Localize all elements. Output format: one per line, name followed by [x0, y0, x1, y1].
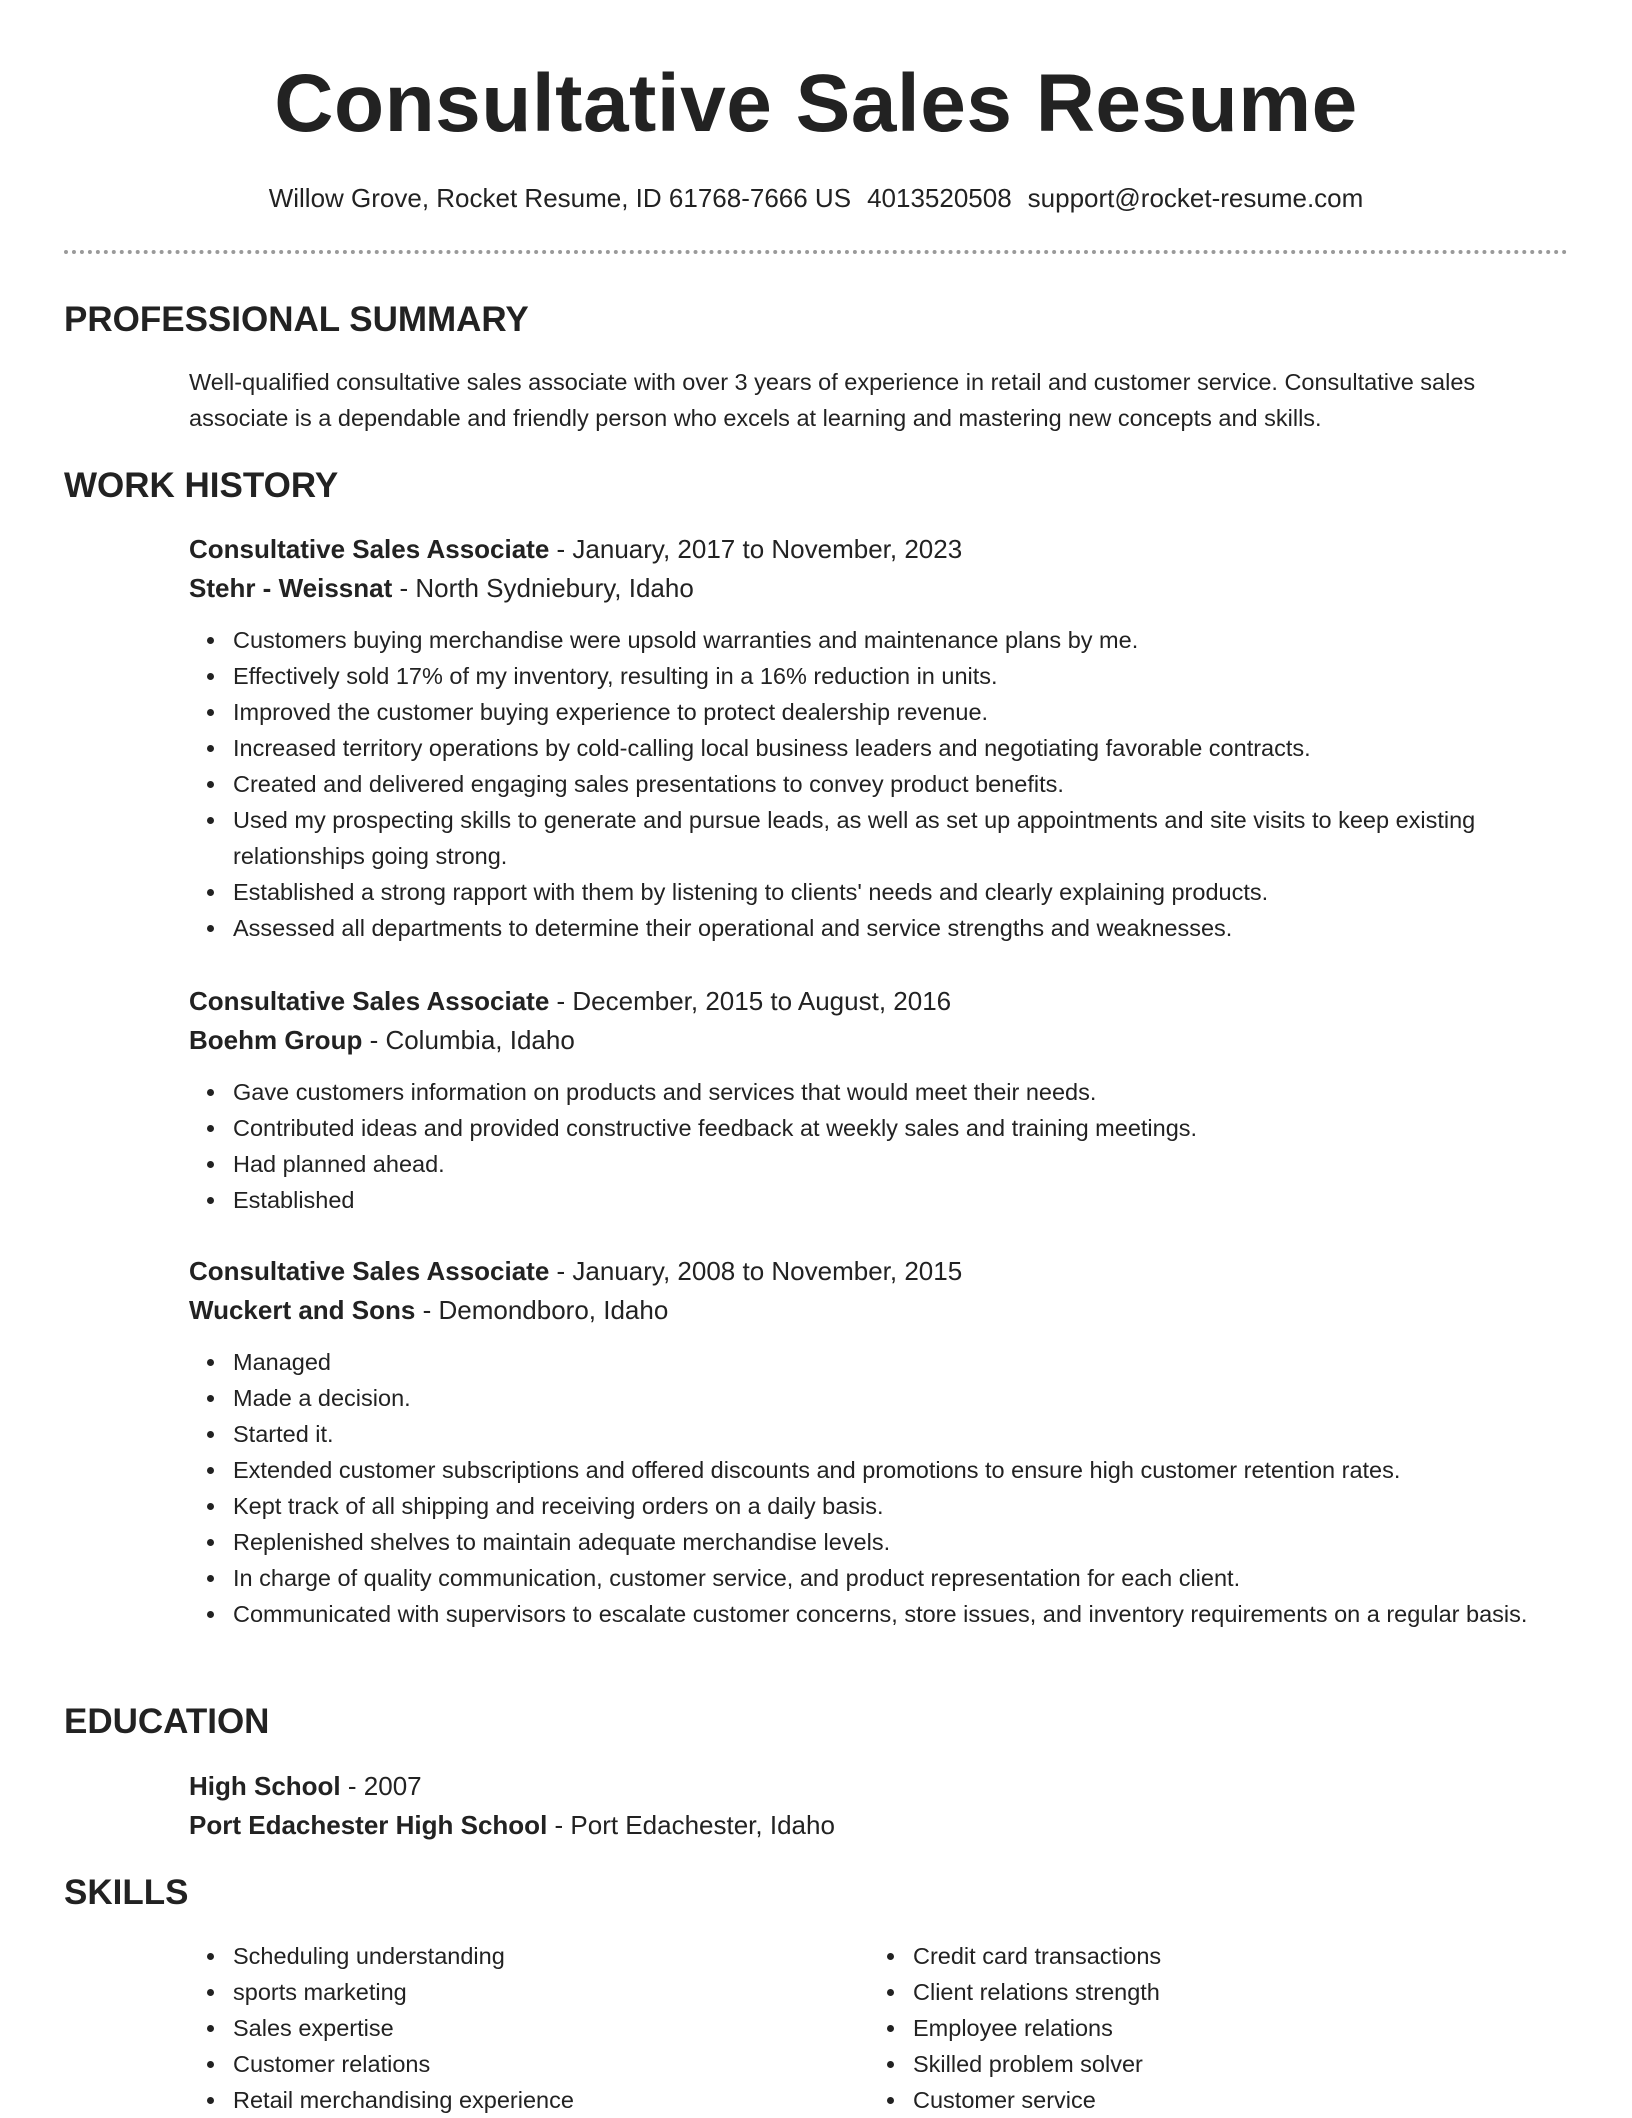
resume-title: Consultative Sales Resume	[274, 58, 1358, 149]
list-item: Contributed ideas and provided constructive feedback at weekly sales and training meetings.	[233, 1110, 1569, 1146]
job-title-line	[189, 1252, 1569, 1291]
list-item: Increased territory operations by cold-calling local business leaders and negotiating favorable contracts.	[233, 730, 1569, 766]
job-entry	[189, 982, 1569, 1218]
list-item: Managed	[233, 1344, 1569, 1380]
contact-line	[0, 178, 1632, 218]
job-location: - Demondboro, Idaho	[415, 1295, 669, 1325]
list-item: Had planned ahead.	[233, 1146, 1569, 1182]
list-item: Retail merchandising experience	[233, 2082, 873, 2118]
skills-column-right	[869, 1938, 1553, 2118]
job-entry	[189, 1252, 1569, 1632]
education-degree-line	[189, 1767, 1569, 1806]
job-company-line	[189, 569, 1569, 608]
list-item: Credit card transactions	[913, 1938, 1553, 1974]
job-company: Wuckert and Sons	[189, 1295, 416, 1325]
work-history-heading: WORK HISTORY	[64, 466, 339, 505]
job-company: Boehm Group	[189, 1025, 363, 1055]
contact-address: Willow Grove, Rocket Resume, ID 61768-7666 US	[268, 183, 852, 213]
job-title-line	[189, 530, 1569, 569]
list-item: Made a decision.	[233, 1380, 1569, 1416]
list-item: Improved the customer buying experience to protect dealership revenue.	[233, 694, 1569, 730]
job-bullets	[189, 1074, 1569, 1218]
list-item: Employee relations	[913, 2010, 1553, 2046]
job-company: Stehr - Weissnat	[189, 573, 393, 603]
job-company-line	[189, 1021, 1569, 1060]
list-item: Assessed all departments to determine their operational and service strengths and weaknesses.	[233, 910, 1569, 946]
education-school-line	[189, 1806, 1569, 1845]
education-entry	[189, 1767, 1569, 1845]
skills-column-left	[189, 1938, 873, 2118]
job-entry	[189, 530, 1569, 946]
list-item: Extended customer subscriptions and offered discounts and promotions to ensure high customer retention rates.	[233, 1452, 1569, 1488]
header-divider	[64, 250, 1568, 254]
job-dates: - January, 2017 to November, 2023	[549, 534, 963, 564]
job-title: Consultative Sales Associate	[189, 986, 550, 1016]
list-item: Established a strong rapport with them by listening to clients' needs and clearly explaining products.	[233, 874, 1569, 910]
list-item: Established	[233, 1182, 1569, 1218]
list-item: Effectively sold 17% of my inventory, resulting in a 16% reduction in units.	[233, 658, 1569, 694]
skills-heading: SKILLS	[64, 1873, 189, 1912]
summary-heading: PROFESSIONAL SUMMARY	[64, 300, 529, 339]
list-item: Client relations strength	[913, 1974, 1553, 2010]
list-item: Created and delivered engaging sales presentations to convey product benefits.	[233, 766, 1569, 802]
list-item: Kept track of all shipping and receiving orders on a daily basis.	[233, 1488, 1569, 1524]
job-dates: - January, 2008 to November, 2015	[549, 1256, 963, 1286]
list-item: Sales expertise	[233, 2010, 873, 2046]
list-item: Customers buying merchandise were upsold warranties and maintenance plans by me.	[233, 622, 1569, 658]
education-heading: EDUCATION	[64, 1702, 270, 1741]
list-item: Gave customers information on products and services that would meet their needs.	[233, 1074, 1569, 1110]
list-item: sports marketing	[233, 1974, 873, 2010]
summary-text: Well-qualified consultative sales associate with over 3 years of experience in retail and customer service. Consultative sales associate is a dependable and friendly person who excels at learning and mastering new concepts and skills.	[189, 369, 1476, 431]
education-year: - 2007	[340, 1771, 422, 1801]
list-item: Used my prospecting skills to generate and pursue leads, as well as set up appointments and site visits to keep existing relationships going strong.	[233, 802, 1569, 874]
job-bullets	[189, 1344, 1569, 1632]
job-location: - North Sydniebury, Idaho	[392, 573, 694, 603]
education-school: Port Edachester High School	[189, 1810, 548, 1840]
job-location: - Columbia, Idaho	[362, 1025, 575, 1055]
list-item: Communicated with supervisors to escalate customer concerns, store issues, and inventory requirements on a regular basis.	[233, 1596, 1569, 1632]
list-item: Customer relations	[233, 2046, 873, 2082]
job-bullets	[189, 622, 1569, 946]
education-degree: High School	[189, 1771, 341, 1801]
contact-email: support@rocket-resume.com	[1027, 183, 1364, 213]
contact-phone: 4013520508	[867, 183, 1012, 213]
list-item: Started it.	[233, 1416, 1569, 1452]
list-item: In charge of quality communication, customer service, and product representation for each client.	[233, 1560, 1569, 1596]
job-title: Consultative Sales Associate	[189, 1256, 550, 1286]
job-title-line	[189, 982, 1569, 1021]
job-title: Consultative Sales Associate	[189, 534, 550, 564]
list-item: Replenished shelves to maintain adequate merchandise levels.	[233, 1524, 1569, 1560]
job-dates: - December, 2015 to August, 2016	[549, 986, 952, 1016]
list-item: Skilled problem solver	[913, 2046, 1553, 2082]
list-item: Customer service	[913, 2082, 1553, 2118]
education-location: - Port Edachester, Idaho	[547, 1810, 835, 1840]
list-item: Scheduling understanding	[233, 1938, 873, 1974]
job-company-line	[189, 1291, 1569, 1330]
